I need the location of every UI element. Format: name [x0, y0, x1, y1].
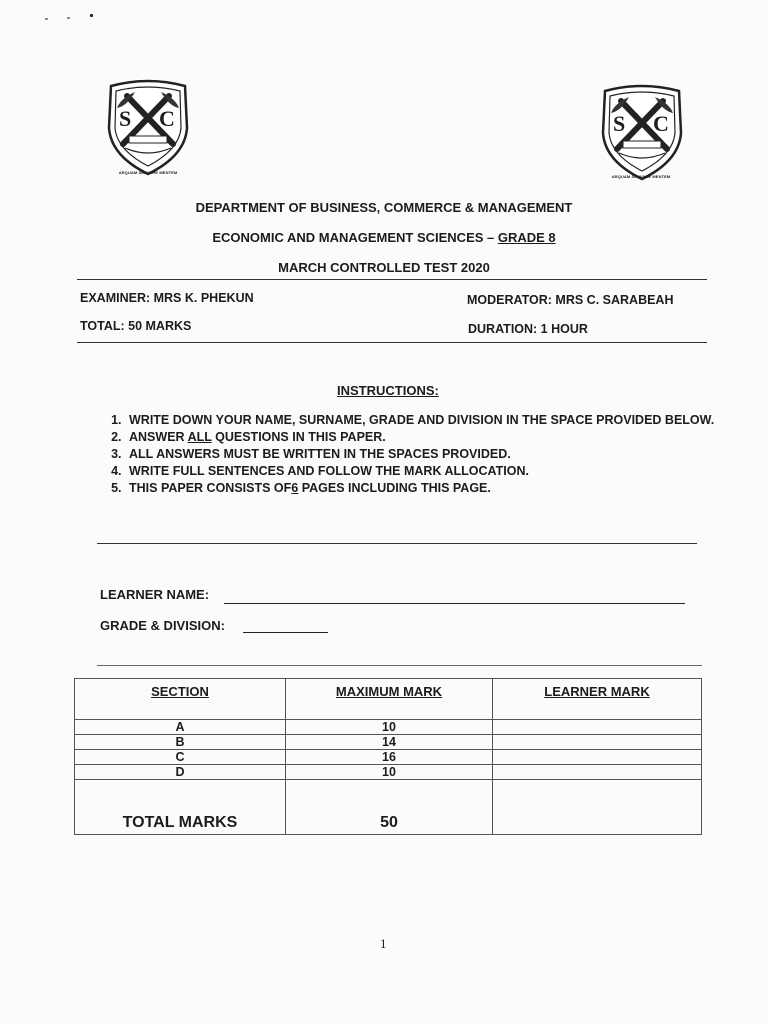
instruction-item: 3. ALL ANSWERS MUST BE WRITTEN IN THE SPACES PROVIDED.	[125, 446, 729, 463]
instruction-item: 1. WRITE DOWN YOUR NAME, SURNAME, GRADE AND DIVISION IN THE SPACE PROVIDED BELOW.	[125, 412, 729, 429]
max-mark-cell: 14	[286, 735, 493, 750]
learner-name-field[interactable]	[224, 591, 685, 604]
learner-mark-cell[interactable]	[493, 750, 702, 765]
divider-meta	[77, 342, 707, 343]
section-cell: C	[75, 750, 286, 765]
instruction-item: 2. ANSWER ALL QUESTIONS IN THIS PAPER.	[125, 429, 729, 446]
table-row	[75, 735, 702, 750]
school-crest-right	[597, 83, 687, 188]
examiner-label: EXAMINER: MRS K. PHEKUN	[80, 291, 254, 305]
scan-speck	[90, 14, 93, 17]
test-heading: MARCH CONTROLLED TEST 2020	[278, 260, 490, 275]
school-crest-left	[103, 78, 193, 183]
header-learner-mark: LEARNER MARK	[493, 679, 702, 720]
school-crest-icon	[597, 83, 687, 183]
crest-letter-s: S	[119, 106, 132, 131]
total-marks-label-cell: TOTAL MARKS	[75, 780, 286, 835]
scan-speck	[67, 17, 70, 19]
learner-total-cell[interactable]	[493, 780, 702, 835]
crest-letter-s: S	[613, 111, 626, 136]
divider-top	[77, 279, 707, 280]
crest-letter-c: C	[159, 106, 175, 131]
total-marks-value-cell: 50	[286, 780, 493, 835]
instruction-item: 4. WRITE FULL SENTENCES AND FOLLOW THE MARK ALLOCATION.	[125, 463, 729, 480]
table-row	[75, 765, 702, 780]
learner-mark-cell[interactable]	[493, 735, 702, 750]
section-cell: D	[75, 765, 286, 780]
crest-motto-right: ARQUAM SERVARE MENTEM	[611, 174, 671, 179]
subject-text: ECONOMIC AND MANAGEMENT SCIENCES –	[212, 230, 498, 245]
department-heading: DEPARTMENT OF BUSINESS, COMMERCE & MANAGEMENT	[195, 200, 573, 215]
grade-division-label: GRADE & DIVISION:	[100, 618, 225, 633]
max-mark-cell: 10	[286, 765, 493, 780]
header-section: SECTION	[75, 679, 286, 720]
subject-heading	[0, 230, 768, 245]
grade-division-field[interactable]	[243, 620, 328, 633]
scan-speck	[45, 18, 48, 20]
crest-letter-c: C	[653, 111, 669, 136]
section-cell: B	[75, 735, 286, 750]
instruction-item: 5. THIS PAPER CONSISTS OF6 PAGES INCLUDING THIS PAGE.	[125, 480, 729, 497]
section-cell: A	[75, 720, 286, 735]
instructions-title: INSTRUCTIONS:	[337, 383, 439, 398]
learner-mark-cell[interactable]	[493, 720, 702, 735]
max-mark-cell: 16	[286, 750, 493, 765]
crest-motto-left: ARQUAM SERVARE MENTEM	[118, 170, 178, 175]
header-max-mark: MAXIMUM MARK	[286, 679, 493, 720]
learner-mark-cell[interactable]	[493, 765, 702, 780]
total-marks-label: TOTAL: 50 MARKS	[80, 319, 192, 333]
divider-instructions	[97, 543, 697, 544]
marks-table	[74, 678, 702, 835]
table-header-row	[75, 679, 702, 720]
duration-label: DURATION: 1 HOUR	[468, 322, 588, 336]
max-mark-cell: 10	[286, 720, 493, 735]
learner-name-label: LEARNER NAME:	[100, 587, 210, 602]
table-row	[75, 720, 702, 735]
instructions-list	[101, 412, 729, 497]
table-row	[75, 750, 702, 765]
grade-text: GRADE 8	[497, 230, 556, 245]
moderator-label: MODERATOR: MRS C. SARABEAH	[467, 293, 674, 307]
divider-learner	[97, 665, 702, 666]
table-total-row	[75, 780, 702, 835]
page-number: 1	[380, 936, 387, 951]
school-crest-icon	[103, 78, 193, 178]
